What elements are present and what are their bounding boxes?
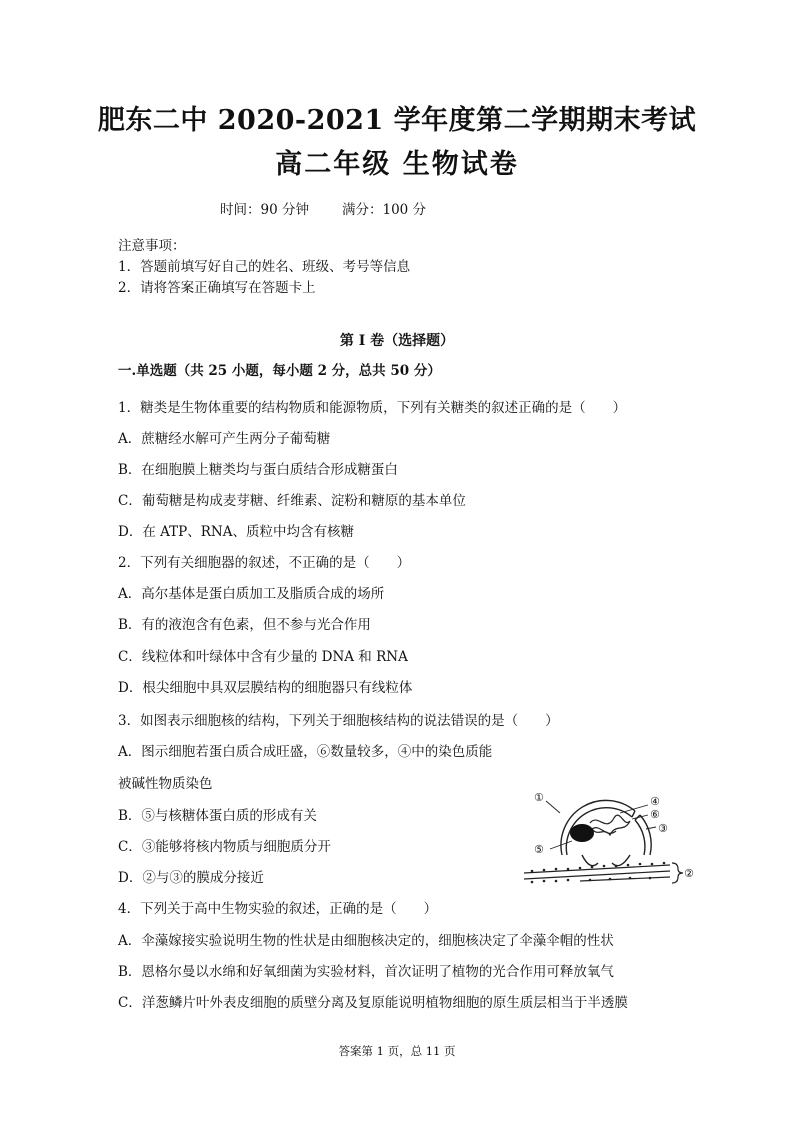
question-stem: 4．下列关于高中生物实验的叙述，正确的是（ ） <box>118 901 438 917</box>
figure-label: ⑤ <box>534 843 544 856</box>
question-option: B．⑤与核糖体蛋白质的形成有关 <box>118 808 317 824</box>
question-option: D．②与③的膜成分接近 <box>118 870 264 886</box>
question-option: A．蔗糖经水解可产生两分子葡萄糖 <box>118 431 331 447</box>
nucleolus <box>570 824 594 842</box>
exam-subtitle: 高二年级 生物试卷 <box>275 149 519 180</box>
figure-label: ③ <box>658 822 668 835</box>
exam-time: 时间：90 分钟 <box>220 202 309 218</box>
figure-label: ② <box>684 867 694 880</box>
question-option: A．图示细胞若蛋白质合成旺盛，⑥数量较多，④中的染色质能 <box>118 744 493 760</box>
question-option: C．线粒体和叶绿体中含有少量的 DNA 和 RNA <box>118 649 408 665</box>
nucleus-diagram <box>520 793 700 893</box>
question-option-continuation: 被碱性物质染色 <box>118 776 213 792</box>
page-footer: 答案第 1 页，总 11 页 <box>338 1044 456 1058</box>
figure-label: ④ <box>650 795 660 808</box>
question-stem: 1．糖类是生物体重要的结构物质和能源物质，下列有关糖类的叙述正确的是（ ） <box>118 400 627 416</box>
question-option: D．根尖细胞中具双层膜结构的细胞器只有线粒体 <box>118 680 413 696</box>
question-option: B．有的液泡含有色素，但不参与光合作用 <box>118 617 371 633</box>
notice-item: 2．请将答案正确填写在答题卡上 <box>118 280 316 296</box>
section-subtitle: 一.单选题（共 25 小题，每小题 2 分，总共 50 分） <box>118 363 441 379</box>
question-option: B．在细胞膜上糖类均与蛋白质结合形成糖蛋白 <box>118 462 398 478</box>
notice-heading: 注意事项： <box>118 238 186 254</box>
notice-item: 1．答题前填写好自己的姓名、班级、考号等信息 <box>118 259 411 275</box>
figure-label: ① <box>534 793 544 804</box>
question-option: A．高尔基体是蛋白质加工及脂质合成的场所 <box>118 586 385 602</box>
section-title: 第 I 卷（选择题） <box>339 333 455 349</box>
question-stem: 2．下列有关细胞器的叙述，不正确的是（ ） <box>118 555 411 571</box>
figure-label: ⑥ <box>650 808 660 821</box>
question-stem: 3．如图表示细胞核的结构，下列关于细胞核结构的说法错误的是（ ） <box>118 713 559 729</box>
question-option: B．恩格尔曼以水绵和好氧细菌为实验材料，首次证明了植物的光合作用可释放氧气 <box>118 964 614 980</box>
exam-title: 肥东二中 2020-2021 学年度第二学期期末考试 <box>97 105 697 136</box>
question-option: C．洋葱鳞片叶外表皮细胞的质壁分离及复原能说明植物细胞的原生质层相当于半透膜 <box>118 995 628 1011</box>
question-option: C．葡萄糖是构成麦芽糖、纤维素、淀粉和糖原的基本单位 <box>118 493 466 509</box>
question-option: A．伞藻嫁接实验说明生物的性状是由细胞核决定的，细胞核决定了伞藻伞帽的性状 <box>118 933 614 949</box>
exam-score: 满分：100 分 <box>342 202 427 218</box>
question-option: D．在 ATP、RNA、质粒中均含有核糖 <box>118 524 354 540</box>
question-option: C．③能够将核内物质与细胞质分开 <box>118 839 331 855</box>
